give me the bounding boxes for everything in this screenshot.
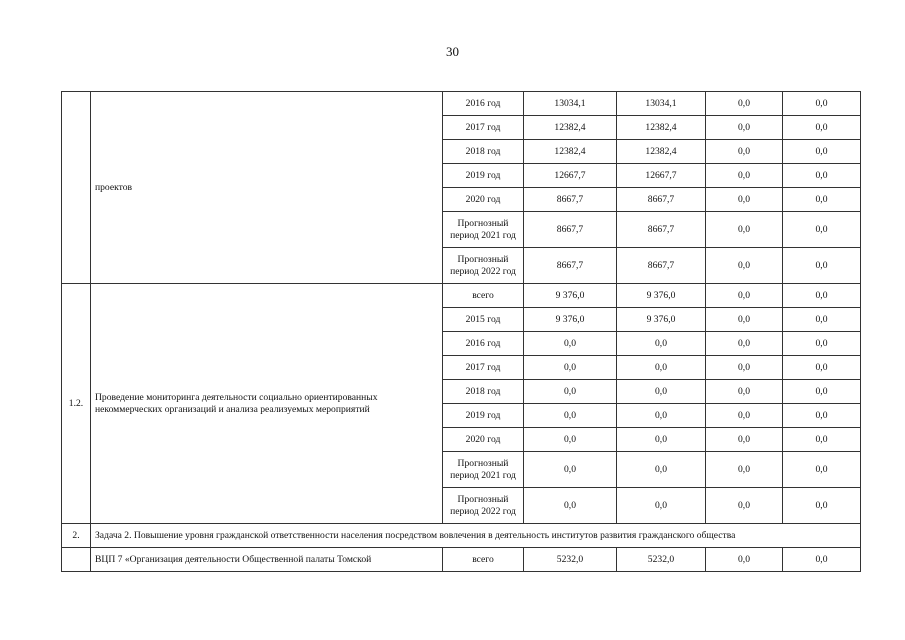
value-cell: 0,0: [617, 356, 706, 380]
task-row: [62, 524, 861, 548]
value-cell: 9 376,0: [617, 284, 706, 308]
value-cell: 0,0: [783, 248, 861, 284]
row-number: [62, 92, 91, 284]
value-cell: 0,0: [783, 332, 861, 356]
period-cell: 2018 год: [443, 380, 524, 404]
budget-table: [61, 91, 861, 572]
total-cell: 8667,7: [524, 212, 617, 248]
value-cell: 12667,7: [617, 164, 706, 188]
total-cell: 9 376,0: [524, 308, 617, 332]
value-cell: 0,0: [783, 116, 861, 140]
value-cell: 0,0: [706, 452, 783, 488]
table-row: [62, 548, 861, 572]
activity-name: ВЦП 7 «Организация деятельности Общественной палаты Томской: [91, 548, 443, 572]
period-cell: 2016 год: [443, 92, 524, 116]
total-cell: 8667,7: [524, 188, 617, 212]
value-cell: 0,0: [706, 380, 783, 404]
value-cell: 12382,4: [617, 116, 706, 140]
total-cell: 0,0: [524, 380, 617, 404]
value-cell: 8667,7: [617, 248, 706, 284]
total-cell: 0,0: [524, 332, 617, 356]
total-cell: 9 376,0: [524, 284, 617, 308]
period-cell: 2020 год: [443, 428, 524, 452]
value-cell: 0,0: [783, 140, 861, 164]
total-cell: 0,0: [524, 428, 617, 452]
value-cell: 0,0: [783, 356, 861, 380]
value-cell: 0,0: [706, 140, 783, 164]
value-cell: 0,0: [706, 428, 783, 452]
table-row: [62, 92, 861, 116]
period-cell: 2020 год: [443, 188, 524, 212]
value-cell: 12382,4: [617, 140, 706, 164]
value-cell: 0,0: [783, 164, 861, 188]
value-cell: 0,0: [783, 452, 861, 488]
total-cell: 0,0: [524, 452, 617, 488]
value-cell: 0,0: [706, 92, 783, 116]
value-cell: 0,0: [617, 332, 706, 356]
period-cell: Прогнозный период 2021 год: [443, 452, 524, 488]
value-cell: 0,0: [783, 284, 861, 308]
value-cell: 0,0: [783, 488, 861, 524]
period-cell: 2018 год: [443, 140, 524, 164]
value-cell: 0,0: [706, 248, 783, 284]
row-number: [62, 548, 91, 572]
period-cell: всего: [443, 284, 524, 308]
value-cell: 0,0: [783, 548, 861, 572]
value-cell: 0,0: [706, 164, 783, 188]
total-cell: 5232,0: [524, 548, 617, 572]
task-title: Задача 2. Повышение уровня гражданской ответственности населения посредством вовлечения в деятельность институтов развития гражданского общества: [91, 524, 861, 548]
value-cell: 0,0: [706, 356, 783, 380]
page-number: 30: [446, 44, 459, 59]
total-cell: 0,0: [524, 356, 617, 380]
total-cell: 12382,4: [524, 116, 617, 140]
value-cell: 13034,1: [617, 92, 706, 116]
value-cell: 0,0: [783, 188, 861, 212]
value-cell: 8667,7: [617, 188, 706, 212]
value-cell: 5232,0: [617, 548, 706, 572]
row-number: 2.: [62, 524, 91, 548]
activity-name: Проведение мониторинга деятельности социально ориентированных некоммерческих организаций и анализа реализуемых мероприятий: [91, 284, 443, 524]
total-cell: 8667,7: [524, 248, 617, 284]
period-cell: Прогнозный период 2021 год: [443, 212, 524, 248]
value-cell: 0,0: [706, 308, 783, 332]
total-cell: 12382,4: [524, 140, 617, 164]
value-cell: 0,0: [617, 452, 706, 488]
period-cell: всего: [443, 548, 524, 572]
value-cell: 0,0: [617, 404, 706, 428]
value-cell: 0,0: [706, 488, 783, 524]
period-cell: Прогнозный период 2022 год: [443, 248, 524, 284]
value-cell: 0,0: [617, 488, 706, 524]
value-cell: 8667,7: [617, 212, 706, 248]
value-cell: 0,0: [783, 428, 861, 452]
value-cell: 0,0: [617, 428, 706, 452]
period-cell: 2017 год: [443, 116, 524, 140]
period-cell: 2015 год: [443, 308, 524, 332]
value-cell: 0,0: [706, 404, 783, 428]
total-cell: 13034,1: [524, 92, 617, 116]
value-cell: 0,0: [706, 332, 783, 356]
value-cell: 0,0: [706, 548, 783, 572]
table-row: [62, 284, 861, 308]
value-cell: 0,0: [706, 284, 783, 308]
value-cell: 0,0: [706, 188, 783, 212]
value-cell: 0,0: [706, 116, 783, 140]
period-cell: 2019 год: [443, 164, 524, 188]
period-cell: Прогнозный период 2022 год: [443, 488, 524, 524]
total-cell: 0,0: [524, 404, 617, 428]
value-cell: 0,0: [783, 212, 861, 248]
activity-name: проектов: [91, 92, 443, 284]
value-cell: 0,0: [706, 212, 783, 248]
total-cell: 12667,7: [524, 164, 617, 188]
value-cell: 0,0: [617, 380, 706, 404]
period-cell: 2017 год: [443, 356, 524, 380]
period-cell: 2016 год: [443, 332, 524, 356]
value-cell: 0,0: [783, 308, 861, 332]
value-cell: 0,0: [783, 380, 861, 404]
value-cell: 9 376,0: [617, 308, 706, 332]
row-number: 1.2.: [62, 284, 91, 524]
period-cell: 2019 год: [443, 404, 524, 428]
value-cell: 0,0: [783, 404, 861, 428]
value-cell: 0,0: [783, 92, 861, 116]
total-cell: 0,0: [524, 488, 617, 524]
